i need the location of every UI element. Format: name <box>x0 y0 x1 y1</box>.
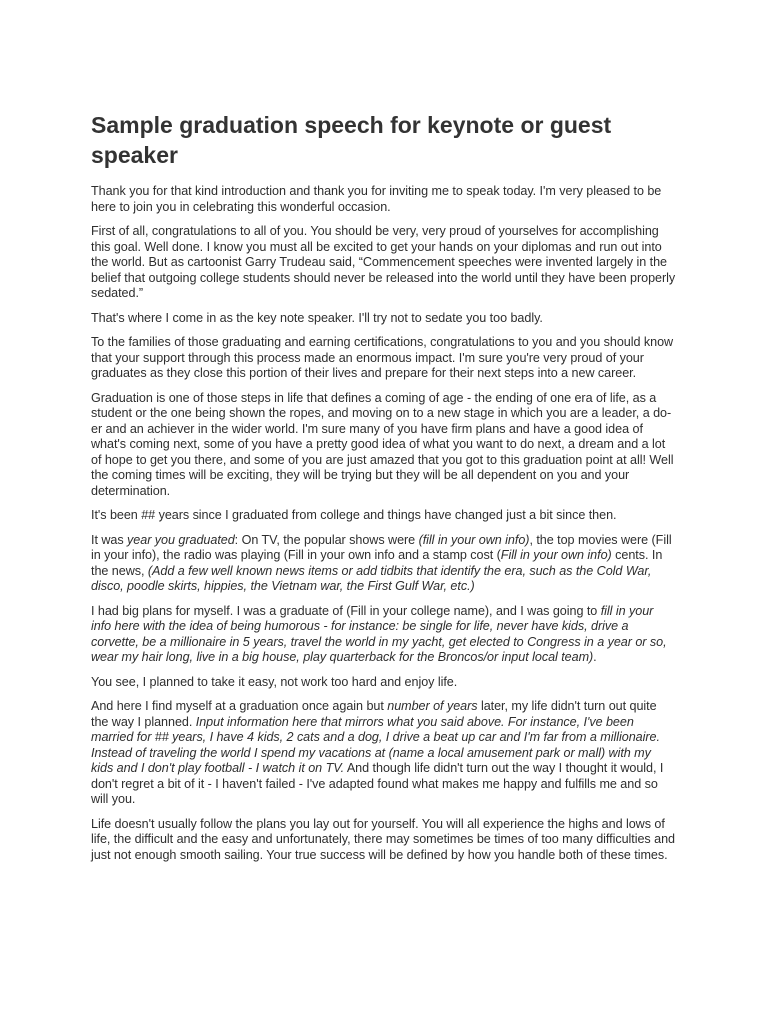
placeholder-text: year you graduated <box>127 532 235 547</box>
paragraph-here-i-find-myself <box>91 699 676 808</box>
paragraph-intro: Thank you for that kind introduction and thank you for inviting me to speak today. I'm very pleased to be here to join you in celebrating this wonderful occasion. <box>91 184 662 214</box>
paragraph-years-since: It's been ## years since I graduated from college and things have changed just a bit since then. <box>91 508 617 522</box>
paragraph-keynote: That's where I come in as the key note speaker. I'll try not to sedate you too badly. <box>91 310 543 325</box>
placeholder-text: fill in your info here with the idea of being humorous - for instance: be single for life, never have kids, drive a corvette, be a millionaire in 5 years, travel the world in my yacht, get elected to Congress in a year or so, wear my hair long, live in a big house, play quarterback for the Broncos/or input local team) <box>91 603 667 664</box>
paragraph-big-plans <box>91 604 676 666</box>
placeholder-text: Input information here that mirrors what you said above. For instance, I've been married for ## years, I have 4 kids, 2 cats and a dog, I drive a beat up car and I'm far from a millionaire. Instead of traveling the world I spend my vacations at (name a local amusement park or mall) with my kids and I don't play football - I watch it on TV. <box>91 714 660 775</box>
text-run: And though life didn't turn out the way I thought it would, I don't regret a bit of it - I haven't failed - I've adapted found what makes me happy and fulfills me and so will you. <box>91 761 664 806</box>
text-run: And here I find myself at a graduation once again but <box>91 699 388 713</box>
text-run: . <box>593 650 597 664</box>
text-run: I had big plans for myself. I was a graduate of (Fill in your college name), and I was going to <box>91 603 601 618</box>
paragraph-coming-of-age: Graduation is one of those steps in life that defines a coming of age - the ending of one era of life, as a student or the one being shown the ropes, and moving on to a new stage in which you are a leader, a do-er and an achiever in the wider world. I'm sure many of you have firm plans and have a good idea of what's coming next, some of you have a pretty good idea of what you want to do next, a dream and a lot of hope to get you there, and some of you are just amazed that you got to this graduation point at all! Well the coming times will be exciting, they will be trying but they will be all dependent on you and your determination. <box>91 390 674 498</box>
text-run: later, my life didn't turn out quite the way I planned. <box>91 699 657 729</box>
placeholder-text: (fill in your own info) <box>418 532 530 547</box>
text-run: , the top movies were (Fill in your info), the radio was playing (Fill in your own info and a stamp cost ( <box>91 532 672 562</box>
text-run: cents. In the news, <box>91 548 663 578</box>
placeholder-text: (Add a few well known news items or add tidbits that identify the era, such as the Cold War, disco, poodle skirts, hippies, the Vietnam war, the First Gulf War, etc.) <box>91 563 652 593</box>
text-run: It was <box>91 532 128 547</box>
placeholder-text: Fill in your own info) <box>500 548 612 562</box>
paragraph-era <box>91 533 676 595</box>
paragraph-take-it-easy: You see, I planned to take it easy, not work too hard and enjoy life. <box>91 674 458 689</box>
page-title: Sample graduation speech for keynote or guest speaker <box>91 112 612 168</box>
text-run: : On TV, the popular shows were <box>234 532 419 547</box>
paragraph-families: To the families of those graduating and earning certifications, congratulations to you and you should know that your support through this process made an enormous impact. I'm sure you're very proud of your graduates as they close this portion of their lives and prepare for their next steps into a new career. <box>91 335 674 380</box>
paragraph-life-plans: Life doesn't usually follow the plans you lay out for yourself. You will all experience the highs and lows of life, the difficult and the easy and unfortunately, there may sometimes be times of too many difficulties and just not enough smooth sailing. Your true success will be defined by how you handle both of these times. <box>91 816 675 862</box>
placeholder-text: number of years <box>387 699 478 713</box>
paragraph-congratulations: First of all, congratulations to all of you. You should be very, very proud of yourselves for accomplishing this goal. Well done. I know you must all be excited to get your hands on your diplomas and run out into the world. But as cartoonist Garry Trudeau said, “Commencement speeches were invented largely in the belief that outgoing college students should never be released into the world until they have been properly sedated.” <box>91 224 676 300</box>
